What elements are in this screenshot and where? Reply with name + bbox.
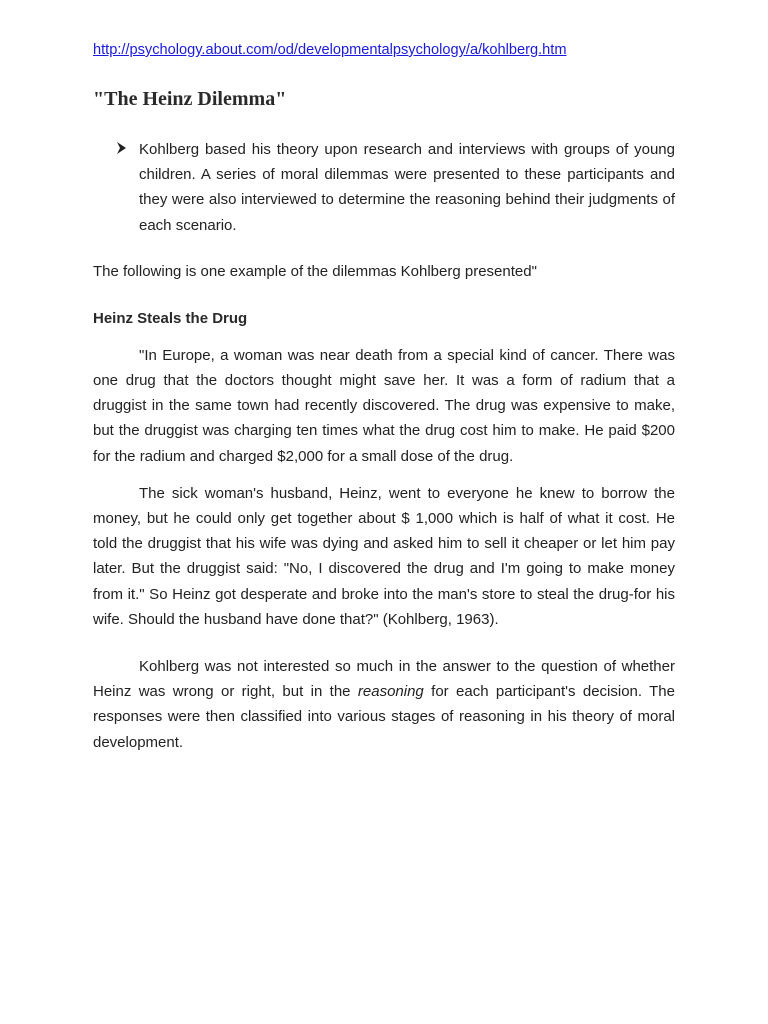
bullet-list-item [93, 137, 675, 238]
section-subheading: Heinz Steals the Drug [93, 309, 248, 327]
closing-text-before: Kohlberg was not interested so much in the answer to the question of whether Heinz was wrong or right, but in the [93, 658, 675, 701]
story-paragraph-1: "In Europe, a woman was near death from a special kind of cancer. There was one drug that the doctors thought might save her. It was a form of radium that a druggist in the same town had recently discovered. The drug was expensive to make, but the druggist was charging ten times what the drug cost him to make. He paid $200 for the radium and charged $2,000 for a small dose of the drug. [93, 346, 675, 465]
bullet-text: Kohlberg based his theory upon research and interviews with groups of young children. A series of moral dilemmas were presented to these participants and they were also interviewed to determine the reasoning behind their judgments of each scenario. [139, 141, 675, 234]
document-title: "The Heinz Dilemma" [93, 88, 287, 110]
arrowhead-bullet-icon [116, 138, 128, 158]
document-page [93, 40, 675, 755]
closing-text-after: for each participant's decision. The responses were then classified into various stages of reasoning in his theory of moral development. [93, 683, 675, 751]
story-paragraph-2: The sick woman's husband, Heinz, went to everyone he knew to borrow the money, but he could only get together about $ 1,000 which is half of what it cost. He told the druggist that his wife was dying and asked him to sell it cheaper or let him pay later. But the druggist said: "No, I discovered the drug and I'm going to make money from it." So Heinz got desperate and broke into the man's store to steal the drug-for his wife. Should the husband have done that?" (Kohlberg, 1963). [93, 484, 675, 628]
source-url-link[interactable]: http://psychology.about.com/od/developmentalpsychology/a/kohlberg.htm [93, 42, 567, 58]
closing-paragraph [93, 654, 675, 755]
closing-emphasis-reasoning: reasoning [357, 683, 424, 701]
intro-line: The following is one example of the dilemmas Kohlberg presented" [93, 262, 537, 280]
